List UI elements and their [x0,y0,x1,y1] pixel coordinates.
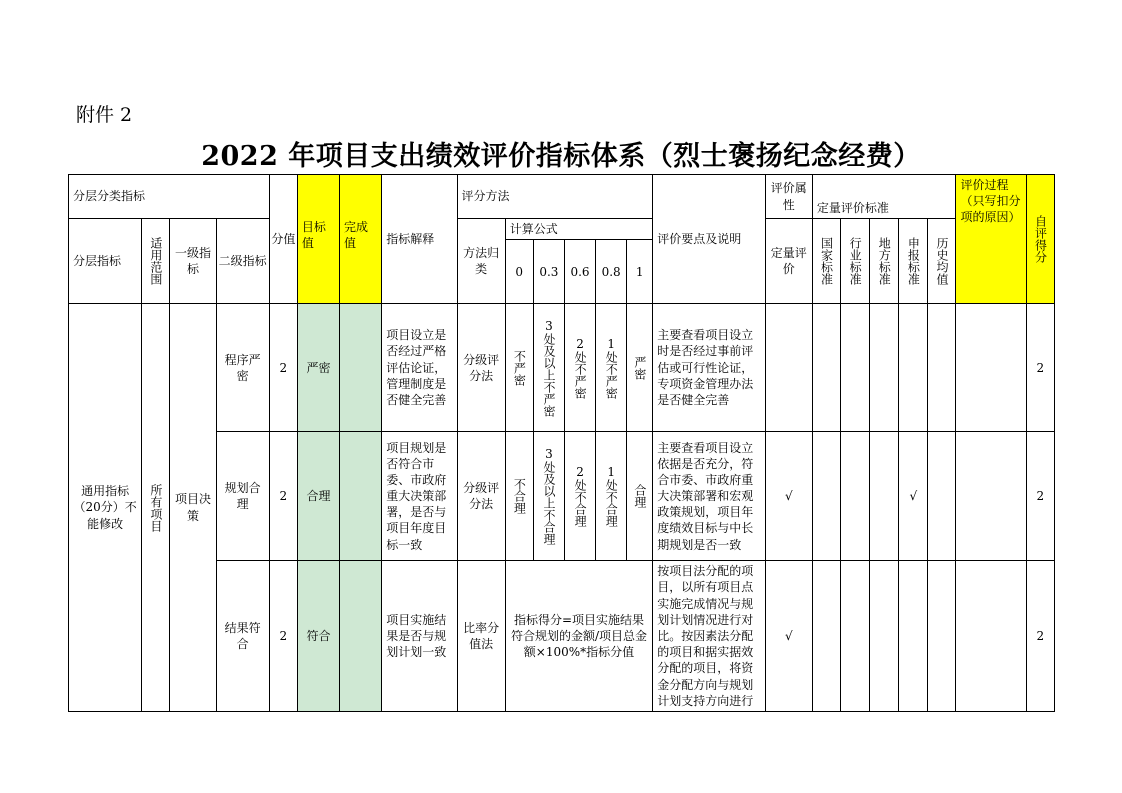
row-process [956,432,1026,561]
table-row [69,561,1055,712]
row-industry [841,432,870,561]
header-f06: 0.6 [564,240,595,304]
row-level2: 结果符合 [216,561,269,712]
row-declared [899,561,928,712]
row-f08: 1处不合理 [596,432,627,561]
row-f08: 1处不严密 [596,304,627,432]
group-level-indicator: 通用指标（20分）不能修改 [69,304,142,712]
row-history [928,432,956,561]
header-quant-std: 定量评价标准 [812,175,956,219]
header-process: 评价过程（只写扣分项的原因） [956,175,1026,304]
indicator-table [68,174,1055,712]
row-key-points: 主要查看项目设立时是否经过事前评估或可行性论证，专项资金管理办法是否健全完善 [653,304,765,432]
header-category: 分层分类指标 [69,175,270,219]
row-score: 2 [269,304,297,432]
header-f08: 0.8 [596,240,627,304]
row-industry [841,561,870,712]
header-level1: 一级指标 [170,219,216,304]
group-scope: 所有项目 [142,304,170,712]
header-national: 国家标准 [812,219,840,304]
row-method-type: 分级评分法 [457,432,505,561]
header-formula: 计算公式 [505,219,653,240]
row-completed [340,432,382,561]
row-f06: 2处不严密 [564,304,595,432]
attachment-label: 附件 2 [76,104,133,126]
row-score: 2 [269,432,297,561]
row-explanation: 项目规划是否符合市委、市政府重大决策部署，是否与项目年度目标一致 [382,432,457,561]
header-declared: 申报标准 [899,219,928,304]
header-self-score: 自评得分 [1026,175,1054,304]
row-local [870,304,899,432]
row-method-type: 分级评分法 [457,304,505,432]
header-level-indicator: 分层指标 [69,219,142,304]
header-f1: 1 [627,240,653,304]
table-row [69,304,1055,432]
row-completed [340,561,382,712]
header-row-1 [69,175,1055,219]
row-level2: 程序严密 [216,304,269,432]
header-target: 目标值 [297,175,339,304]
header-completed: 完成值 [340,175,382,304]
header-method-type: 方法归类 [457,219,505,304]
row-national [812,432,840,561]
header-row-2 [69,219,1055,240]
row-target: 严密 [297,304,339,432]
header-key-points: 评价要点及说明 [653,175,765,304]
header-local: 地方标准 [870,219,899,304]
row-process [956,561,1026,712]
row-declared: √ [899,432,928,561]
header-level2: 二级指标 [216,219,269,304]
row-national [812,561,840,712]
row-self-score: 2 [1026,561,1054,712]
row-f06: 2处不合理 [564,432,595,561]
header-explanation: 指标解释 [382,175,457,304]
row-f1: 合理 [627,432,653,561]
row-national [812,304,840,432]
header-industry: 行业标准 [841,219,870,304]
header-history: 历史均值 [928,219,956,304]
header-f03: 0.3 [533,240,564,304]
row-f03: 3处及以上不合理 [533,432,564,561]
row-key-points: 按项目法分配的项目，以所有项目点实施完成情况与规划计划情况进行对比。按因素法分配的项目和据实据效分配的项目，将资金分配方向与规划计划支持方向进行 [653,561,765,712]
row-local [870,432,899,561]
row-explanation: 项目实施结果是否与规划计划一致 [382,561,457,712]
row-history [928,561,956,712]
row-quant-eval: √ [765,561,812,712]
row-key-points: 主要查看项目设立依据是否充分，符合市委、市政府重大决策部署和宏观政策规划，项目年度绩效目标与中长期规划是否一致 [653,432,765,561]
row-target: 合理 [297,432,339,561]
row-method-type: 比率分值法 [457,561,505,712]
row-score: 2 [269,561,297,712]
header-method: 评分方法 [457,175,653,219]
row-self-score: 2 [1026,304,1054,432]
row-quant-eval: √ [765,432,812,561]
header-f0: 0 [505,240,533,304]
header-score: 分值 [269,175,297,304]
row-f0: 不合理 [505,432,533,561]
row-target: 符合 [297,561,339,712]
row-formula-text: 指标得分=项目实施结果符合规划的金额/项目总金额×100%*指标分值 [505,561,653,712]
row-f03: 3处及以上不严密 [533,304,564,432]
group-level1: 项目决策 [170,304,216,712]
row-local [870,561,899,712]
row-history [928,304,956,432]
row-completed [340,304,382,432]
row-level2: 规划合理 [216,432,269,561]
row-declared [899,304,928,432]
header-scope: 适用范围 [142,219,170,304]
row-self-score: 2 [1026,432,1054,561]
header-attr: 评价属性 [765,175,812,219]
table-row [69,432,1055,561]
row-f1: 严密 [627,304,653,432]
row-explanation: 项目设立是否经过严格评估论证，管理制度是否健全完善 [382,304,457,432]
page-title: 2022 年项目支出绩效评价指标体系（烈士褒扬纪念经费） [201,141,921,172]
row-industry [841,304,870,432]
row-f0: 不严密 [505,304,533,432]
header-quant-eval: 定量评价 [765,219,812,304]
row-process [956,304,1026,432]
row-quant-eval [765,304,812,432]
